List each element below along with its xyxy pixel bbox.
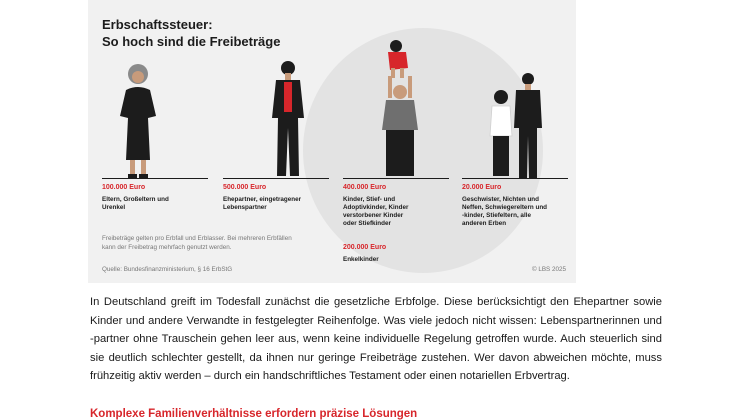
desc-line: Eltern, Großeltern und xyxy=(102,196,169,203)
desc-line: anderen Erben xyxy=(462,220,507,227)
desc-line: Ehepartner, eingetragener xyxy=(223,196,302,203)
source-credit: Quelle: Bundesfinanzministerium, § 16 ErbStG xyxy=(102,266,233,273)
desc-others xyxy=(462,196,547,228)
desc-line: -kinder, Stiefeltern, alle xyxy=(462,212,531,219)
parent-lifting-child-figure xyxy=(378,38,424,180)
man-figure xyxy=(513,72,543,180)
desc-children xyxy=(343,196,408,228)
amount-children: 400.000 Euro xyxy=(343,184,387,191)
title-line-2: So hoch sind die Freibeträge xyxy=(102,34,281,49)
elderly-woman-figure xyxy=(108,60,168,180)
infographic-title xyxy=(102,16,280,50)
section-subheading: Komplexe Familienverhältnisse erfordern präzise Lösungen xyxy=(90,408,418,420)
amount-spouse: 500.000 Euro xyxy=(223,184,267,191)
article-paragraph: In Deutschland greift im Todesfall zunächst die gesetzliche Erbfolge. Diese berücksichtigt den Ehepartner sowie Kinder und andere Verwandte in festgelegter Reihenfolge. Was viele jedoch nicht wissen: Lebenspartnerinnen und -partner ohne Trauschein gehen leer aus, wenn keine individuelle Regelung getroffen wurde. Auch steuerlich sind sie deutlich schlechter gestellt, da ihnen nur geringe Freibeträge zustehen. Wer davon abweichen möchte, muss frühzeitig aktiv werden – durch ein handschriftliches Testament oder einen notariellen Erbvertrag. xyxy=(90,296,662,382)
desc-line: Neffen, Schwiegereltern und xyxy=(462,204,548,211)
desc-line: Adoptivkinder, Kinder xyxy=(343,204,409,211)
divider-line-1 xyxy=(102,178,208,179)
infographic-note: Freibeträge gelten pro Erbfall und Erblasser. Bei mehreren Erbfällen kann der Freibetrag mehrfach genutzt werden. xyxy=(102,235,292,251)
amount-grandchildren: 200.000 Euro xyxy=(343,244,387,251)
desc-spouse xyxy=(223,196,301,212)
amount-parents: 100.000 Euro xyxy=(102,184,146,191)
divider-line-3 xyxy=(343,178,449,179)
woman-in-suit-figure xyxy=(266,58,310,180)
divider-line-4 xyxy=(462,178,568,179)
copyright: © LBS 2025 xyxy=(531,266,566,273)
desc-line: verstorbener Kinder xyxy=(343,212,404,219)
desc-line: Urenkel xyxy=(102,204,126,211)
infographic xyxy=(88,0,576,283)
desc-line: Kinder, Stief- und xyxy=(343,196,396,203)
desc-line: oder Stiefkinder xyxy=(343,220,391,227)
desc-grandchildren: Enkelkinder xyxy=(343,256,379,263)
amount-others: 20.000 Euro xyxy=(462,184,502,191)
girl-figure xyxy=(488,88,514,180)
divider-line-2 xyxy=(223,178,329,179)
desc-line: Geschwister, Nichten und xyxy=(462,196,539,203)
desc-line: Lebenspartner xyxy=(223,204,267,211)
title-line-1: Erbschaftssteuer: xyxy=(102,17,213,32)
desc-parents xyxy=(102,196,169,212)
